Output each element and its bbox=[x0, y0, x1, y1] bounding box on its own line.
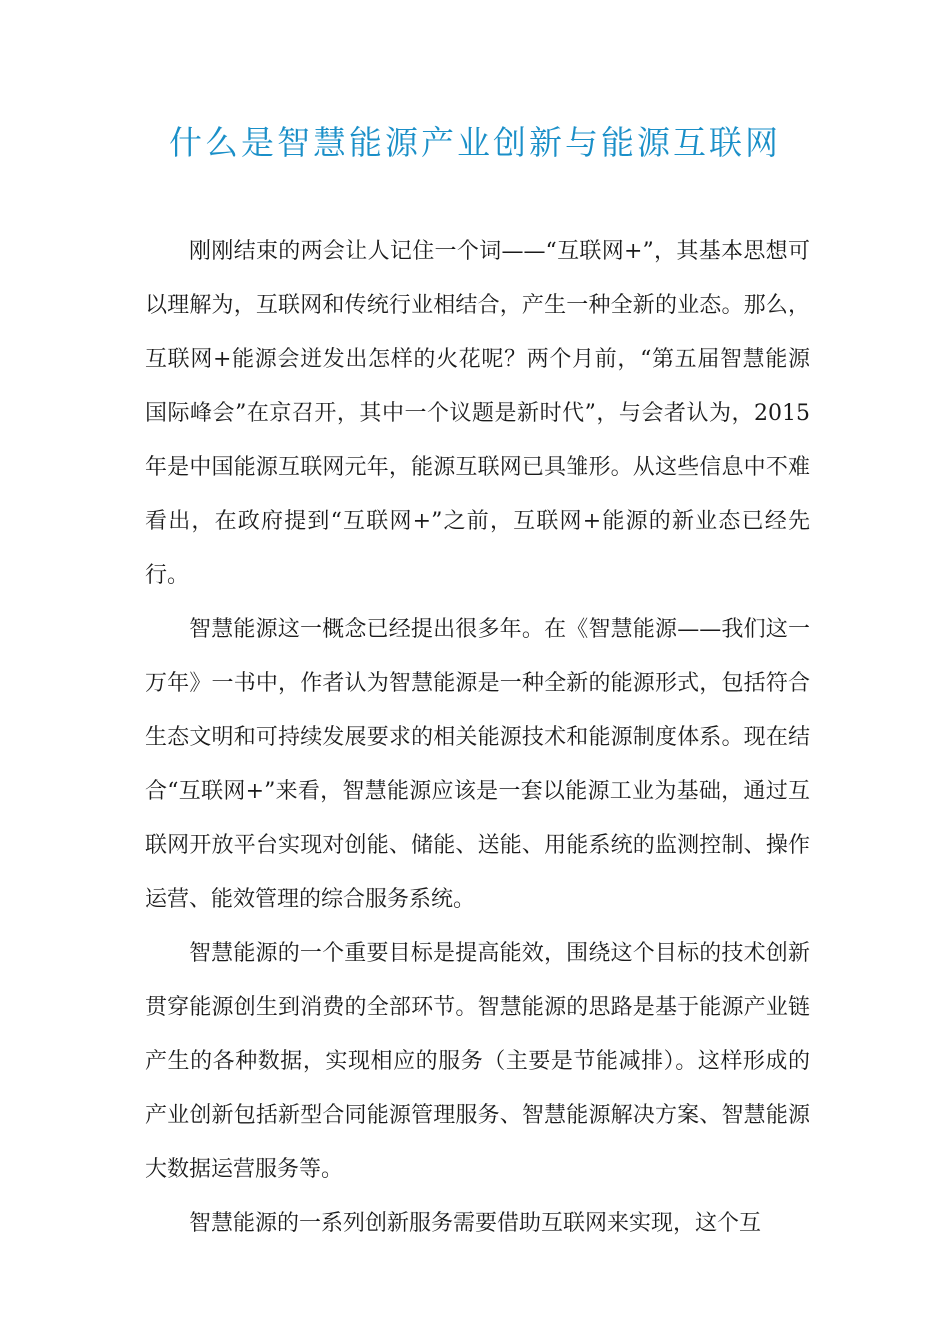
document-title: 什么是智慧能源产业创新与能源互联网 bbox=[169, 123, 781, 162]
paragraph-2: 智慧能源这一概念已经提出很多年。在《智慧能源——我们这一万年》一书中，作者认为智慧能源是一种全新的能源形式，包括符合生态文明和可持续发展要求的相关能源技术和能源制度体系。现在结合“互联网+”来看，智慧能源应该是一套以能源工业为基础，通过互联网开放平台实现对创能、储能、送能、用能系统的监测控制、操作运营、能效管理的综合服务系统。 bbox=[145, 617, 810, 912]
paragraph-4: 智慧能源的一系列创新服务需要借助互联网来实现，这个互 bbox=[189, 1211, 762, 1236]
paragraph-1: 刚刚结束的两会让人记住一个词——“互联网+”，其基本思想可以理解为，互联网和传统行业相结合，产生一种全新的业态。那么，互联网+能源会迸发出怎样的火花呢？两个月前，“第五届智慧能源国际峰会”在京召开，其中一个议题是新时代”，与会者认为，2015年是中国能源互联网元年，能源互联网已具雏形。从这些信息中不难看出，在政府提到“互联网+”之前，互联网+能源的新业态已经先行。 bbox=[145, 239, 810, 588]
paragraph-3: 智慧能源的一个重要目标是提高能效，围绕这个目标的技术创新贯穿能源创生到消费的全部环节。智慧能源的思路是基于能源产业链产生的各种数据，实现相应的服务（主要是节能减排）。这样形成的产业创新包括新型合同能源管理服务、智慧能源解决方案、智慧能源大数据运营服务等。 bbox=[145, 941, 810, 1182]
document-body bbox=[145, 225, 810, 1251]
